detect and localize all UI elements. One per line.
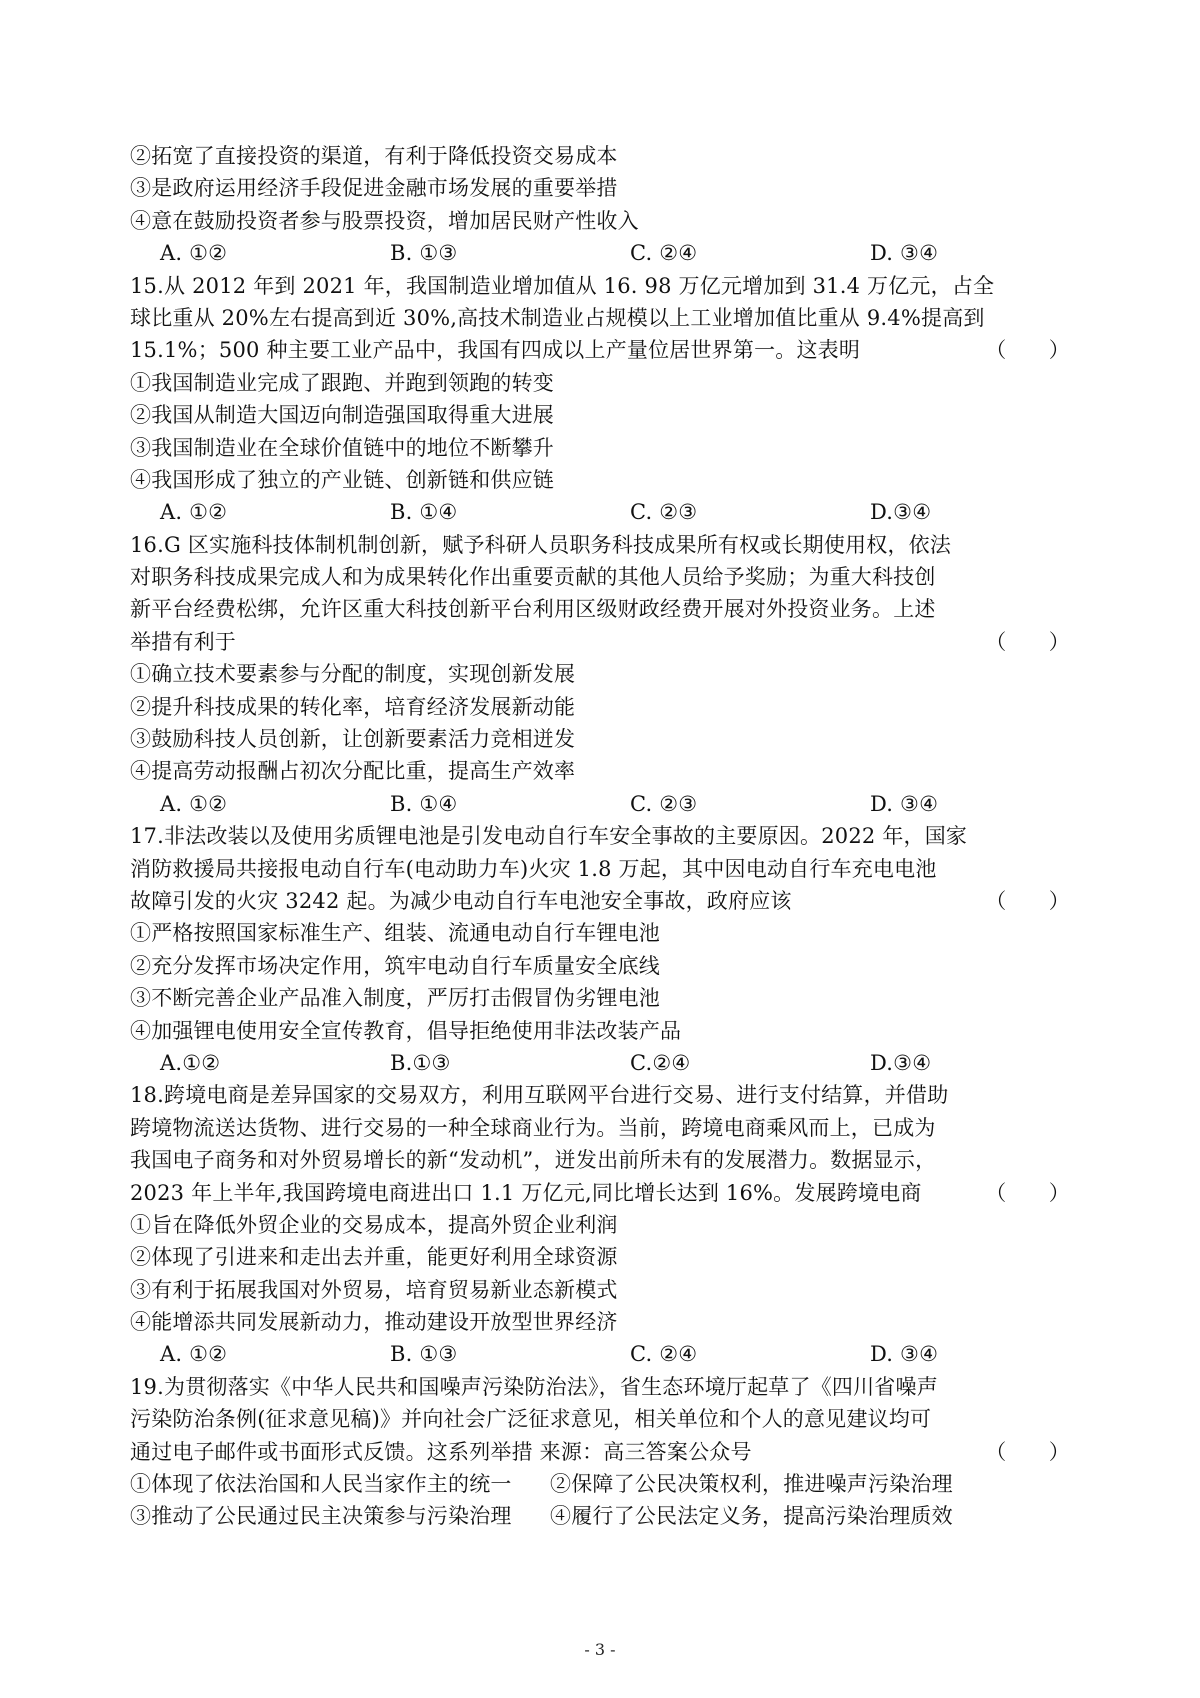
q16-answers <box>130 788 1070 820</box>
q19-stem-line-2: 污染防治条例(征求意见稿)》并向社会广泛征求意见，相关单位和个人的意见建议均可 <box>130 1407 932 1432</box>
q17-option-2: ②充分发挥市场决定作用，筑牢电动自行车质量安全底线 <box>130 953 660 978</box>
q15-option-2: ②我国从制造大国迈向制造强国取得重大进展 <box>130 403 554 428</box>
q14-option-3: ③是政府运用经济手段促进金融市场发展的重要举措 <box>130 176 618 201</box>
q16-option-2: ②提升科技成果的转化率，培育经济发展新动能 <box>130 694 576 719</box>
q17-answer-d: D.③④ <box>870 1050 932 1075</box>
q19-stem-line-3 <box>130 1436 1070 1468</box>
q18-answer-a: A. ①② <box>160 1342 228 1367</box>
q19-option-4: ④履行了公民法定义务，提高污染治理质效 <box>550 1504 953 1529</box>
q17-answers <box>130 1047 1070 1079</box>
q15-option-3: ③我国制造业在全球价值链中的地位不断攀升 <box>130 435 554 460</box>
q15-answer-d: D.③④ <box>870 500 932 525</box>
q18-stem-line-2: 跨境物流送达货物、进行交易的一种全球商业行为。当前，跨境电商乘风而上，已成为 <box>130 1115 936 1140</box>
q14-answer-d: D. ③④ <box>870 241 939 266</box>
q16-answer-a: A. ①② <box>160 791 228 816</box>
q18-answer-d: D. ③④ <box>870 1342 939 1367</box>
q18-stem-line-3: 我国电子商务和对外贸易增长的新“发动机”，迸发出前所未有的发展潜力。数据显示， <box>130 1148 937 1173</box>
q17-answer-blank: （ ） <box>985 888 1070 913</box>
q18-answers <box>130 1338 1070 1370</box>
q18-answer-blank: （ ） <box>985 1180 1070 1205</box>
q16-answer-d: D. ③④ <box>870 791 939 816</box>
q18-stem-text: 2023 年上半年,我国跨境电商进出口 1.1 万亿元,同比增长达到 16%。发展跨境电商 <box>130 1180 922 1205</box>
q15-answer-c: C. ②③ <box>630 500 698 525</box>
q16-option-4: ④提高劳动报酬占初次分配比重，提高生产效率 <box>130 759 576 784</box>
q19-options-row-1 <box>130 1468 1070 1500</box>
q17-answer-a: A.①② <box>160 1050 221 1075</box>
q15-option-4: ④我国形成了独立的产业链、创新链和供应链 <box>130 467 554 492</box>
q19-answer-blank: （ ） <box>985 1439 1070 1464</box>
q14-option-4: ④意在鼓励投资者参与股票投资，增加居民财产性收入 <box>130 208 639 233</box>
q17-stem-line-1: 17.非法改装以及使用劣质锂电池是引发电动自行车安全事故的主要原因。2022 年，国家 <box>130 824 968 849</box>
q19-option-3: ③推动了公民通过民主决策参与污染治理 <box>130 1504 512 1529</box>
q18-stem-line-4 <box>130 1177 1070 1209</box>
q15-answer-b: B. ①④ <box>390 500 458 525</box>
q14-option-2: ②拓宽了直接投资的渠道，有利于降低投资交易成本 <box>130 144 618 168</box>
q17-answer-b: B.①③ <box>390 1050 451 1075</box>
q18-stem-line-1: 18.跨境电商是差异国家的交易双方，利用互联网平台进行交易、进行支付结算，并借助 <box>130 1083 949 1108</box>
q14-answer-a: A. ①② <box>160 241 228 266</box>
q15-stem-line-2: 球比重从 20%左右提高到近 30%,高技术制造业占规模以上工业增加值比重从 9.4%提高到 <box>130 305 985 330</box>
q16-answer-b: B. ①④ <box>390 791 458 816</box>
q14-answer-b: B. ①③ <box>390 241 458 266</box>
q18-option-1: ①旨在降低外贸企业的交易成本，提高外贸企业利润 <box>130 1212 618 1237</box>
q18-answer-b: B. ①③ <box>390 1342 458 1367</box>
q15-stem-line-3 <box>130 334 1070 366</box>
q16-answer-blank: （ ） <box>985 629 1070 654</box>
q19-stem-line-1: 19.为贯彻落实《中华人民共和国噪声污染防治法》，省生态环境厅起草了《四川省噪声 <box>130 1374 938 1399</box>
q16-answer-c: C. ②③ <box>630 791 698 816</box>
q15-answers <box>130 496 1070 528</box>
q18-answer-c: C. ②④ <box>630 1342 698 1367</box>
q15-answer-a: A. ①② <box>160 500 228 525</box>
q17-stem-text: 故障引发的火灾 3242 起。为减少电动自行车电池安全事故，政府应该 <box>130 888 792 913</box>
q18-option-2: ②体现了引进来和走出去并重，能更好利用全球资源 <box>130 1245 618 1270</box>
q17-stem-line-3 <box>130 885 1070 917</box>
q16-stem-line-4 <box>130 626 1070 658</box>
page-number: - 3 - <box>584 1640 616 1659</box>
q19-option-2: ②保障了公民决策权利，推进噪声污染治理 <box>550 1472 953 1497</box>
q18-option-3: ③有利于拓展我国对外贸易，培育贸易新业态新模式 <box>130 1277 618 1302</box>
q18-option-4: ④能增添共同发展新动力，推动建设开放型世界经济 <box>130 1310 618 1335</box>
q17-answer-c: C.②④ <box>630 1050 691 1075</box>
q17-stem-line-2: 消防救援局共接报电动自行车(电动助力车)火灾 1.8 万起，其中因电动自行车充电电池 <box>130 856 937 881</box>
q17-option-1: ①严格按照国家标准生产、组装、流通电动自行车锂电池 <box>130 921 660 946</box>
q14-answer-c: C. ②④ <box>630 241 698 266</box>
q15-answer-blank: （ ） <box>985 338 1070 363</box>
q16-option-3: ③鼓励科技人员创新，让创新要素活力竞相迸发 <box>130 727 576 752</box>
q15-stem-line-1: 15.从 2012 年到 2021 年，我国制造业增加值从 16. 98 万亿元增加到 31.4 万亿元，占全 <box>130 273 995 298</box>
q16-option-1: ①确立技术要素参与分配的制度，实现创新发展 <box>130 662 576 687</box>
q17-option-4: ④加强锂电使用安全宣传教育，倡导拒绝使用非法改装产品 <box>130 1018 682 1043</box>
q19-option-1: ①体现了依法治国和人民当家作主的统一 <box>130 1472 512 1497</box>
q16-stem-text: 举措有利于 <box>130 629 236 654</box>
q15-option-1: ①我国制造业完成了跟跑、并跑到领跑的转变 <box>130 370 554 395</box>
q16-stem-line-2: 对职务科技成果完成人和为成果转化作出重要贡献的其他人员给予奖励；为重大科技创 <box>130 565 936 590</box>
q17-option-3: ③不断完善企业产品准入制度，严厉打击假冒伪劣锂电池 <box>130 986 660 1011</box>
q14-answers <box>130 237 1070 269</box>
q19-options-row-2 <box>130 1500 1070 1532</box>
q19-stem-text: 通过电子邮件或书面形式反馈。这系列举措 来源：高三答案公众号 <box>130 1439 752 1464</box>
q15-stem-text: 15.1%；500 种主要工业产品中，我国有四成以上产量位居世界第一。这表明 <box>130 338 861 363</box>
page-content <box>130 140 1070 1533</box>
q16-stem-line-1: 16.G 区实施科技体制机制创新，赋予科研人员职务科技成果所有权或长期使用权，依法 <box>130 532 952 557</box>
q16-stem-line-3: 新平台经费松绑，允许区重大科技创新平台利用区级财政经费开展对外投资业务。上述 <box>130 597 936 622</box>
